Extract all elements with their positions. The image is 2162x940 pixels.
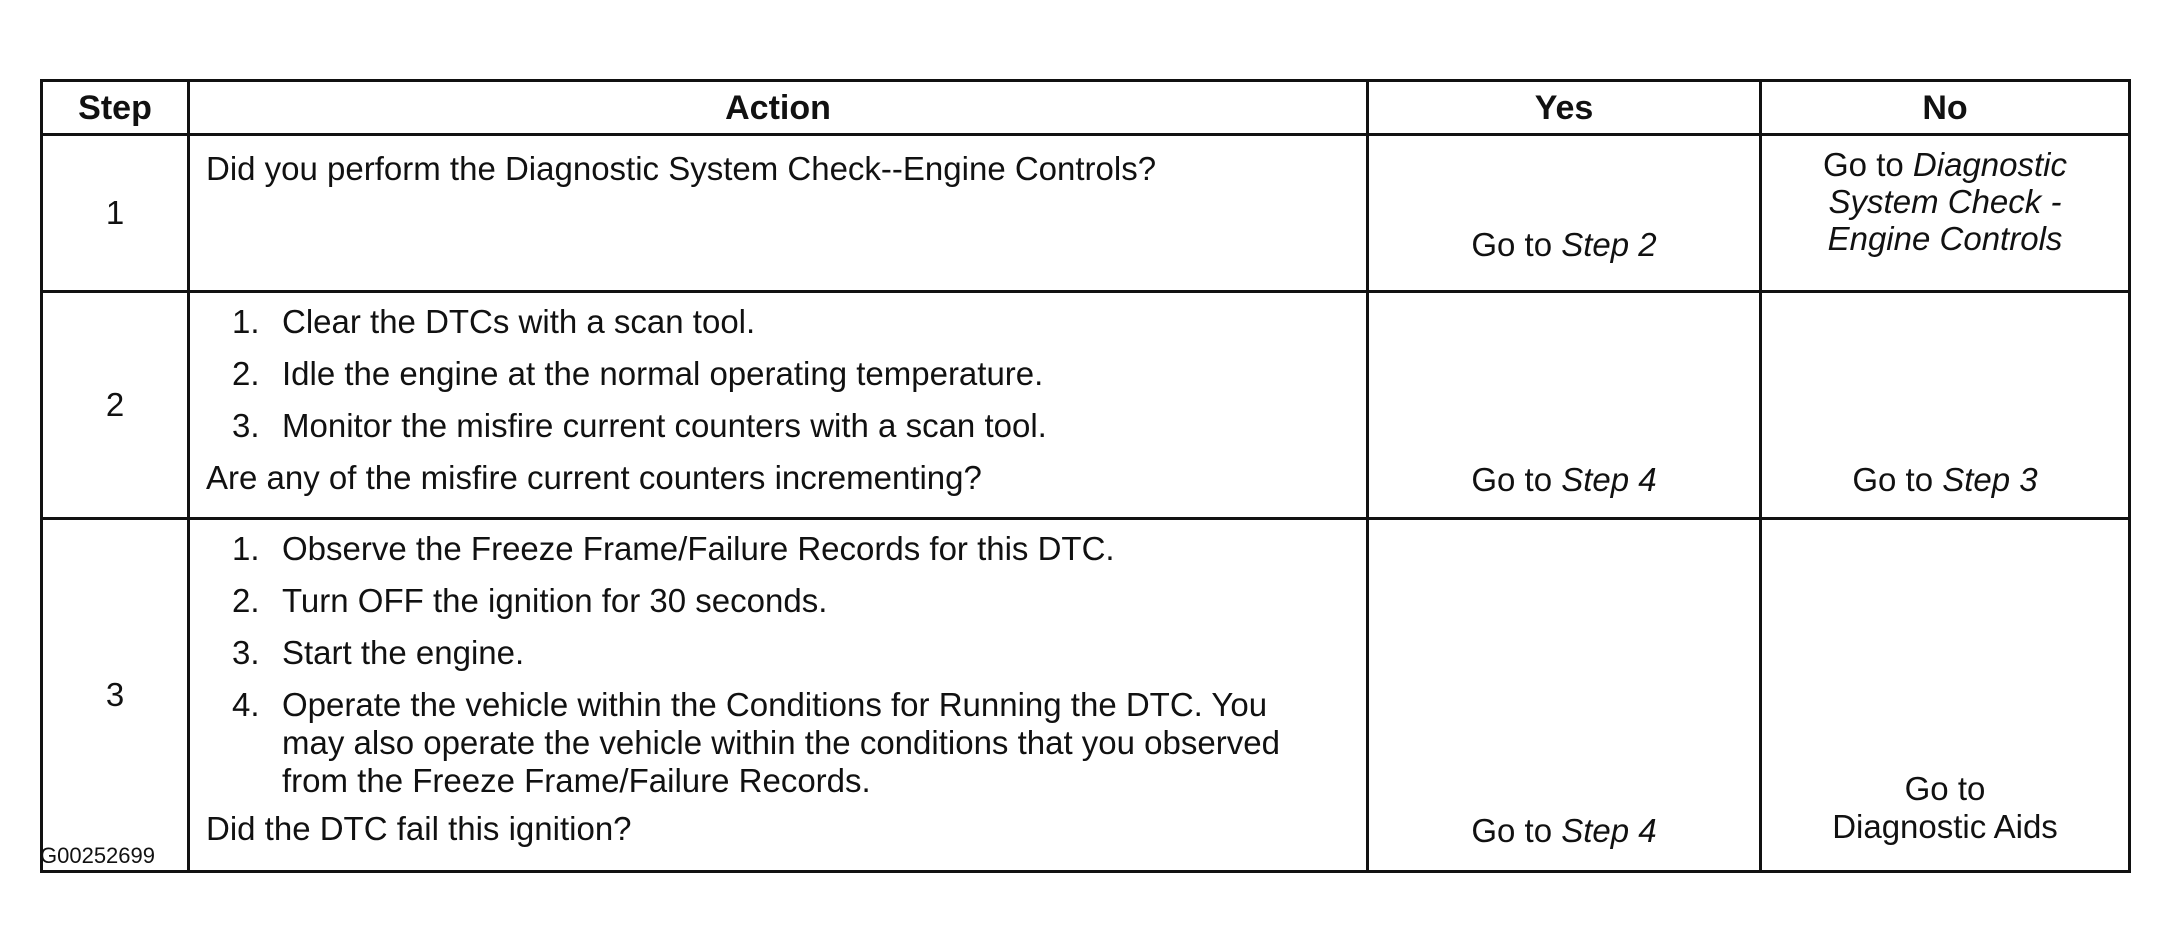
- item-text: Start the engine.: [282, 634, 525, 671]
- header-row: [42, 81, 2130, 135]
- step-number: 1: [42, 135, 189, 292]
- no-prefix: Go to: [1823, 146, 1913, 183]
- no-link-part-1: Diagnostic: [1912, 146, 2067, 183]
- list-item: [232, 634, 1350, 672]
- no-text-line-2[interactable]: [1762, 183, 2128, 220]
- header-step: Step: [42, 81, 189, 135]
- no-link-part-2: System Check -: [1828, 183, 2062, 220]
- table-row: [42, 519, 2130, 872]
- step-number: 2: [42, 292, 189, 519]
- yes-prefix: Go to: [1471, 226, 1562, 263]
- item-text: Operate the vehicle within the Conditions for Running the DTC. You may also operate the vehicle within the conditions that you observed from the Freeze Frame/Failure Records.: [282, 686, 1280, 799]
- item-number: 4.: [232, 686, 260, 723]
- table-row: [42, 135, 2130, 292]
- yes-cell: [1368, 292, 1761, 519]
- yes-prefix: Go to: [1471, 461, 1562, 498]
- step-number: 3: [42, 519, 189, 872]
- item-number: 2.: [232, 355, 260, 392]
- list-item: [232, 582, 1350, 620]
- item-text: Idle the engine at the normal operating temperature.: [282, 355, 1044, 392]
- header-yes: Yes: [1368, 81, 1761, 135]
- item-text: Clear the DTCs with a scan tool.: [282, 303, 756, 340]
- header-no: No: [1761, 81, 2130, 135]
- action-question: Did the DTC fail this ignition?: [206, 810, 632, 847]
- no-link-part-3: Engine Controls: [1827, 220, 2063, 257]
- item-number: 3.: [232, 634, 260, 671]
- no-link[interactable]: Step 3: [1942, 461, 2038, 498]
- list-item: [232, 303, 1350, 341]
- item-text: Observe the Freeze Frame/Failure Records for this DTC.: [282, 530, 1115, 567]
- action-question: Are any of the misfire current counters incrementing?: [206, 459, 982, 496]
- item-text: Monitor the misfire current counters with a scan tool.: [282, 407, 1047, 444]
- no-text-line-1[interactable]: Go to: [1904, 770, 1986, 807]
- header-action: Action: [189, 81, 1368, 135]
- diagnostic-table: [40, 79, 2131, 873]
- yes-link[interactable]: Step 2: [1561, 226, 1657, 263]
- action-steps-list: [206, 530, 1350, 800]
- action-cell: [189, 135, 1368, 292]
- list-item: [232, 407, 1350, 445]
- yes-link[interactable]: Step 4: [1561, 812, 1657, 849]
- no-text-line-1[interactable]: [1762, 146, 2128, 183]
- yes-prefix: Go to: [1471, 812, 1562, 849]
- list-item: [232, 686, 1350, 800]
- yes-cell: [1368, 519, 1761, 872]
- item-number: 1.: [232, 530, 260, 567]
- no-text-line-2[interactable]: Diagnostic Aids: [1832, 808, 2058, 845]
- yes-link[interactable]: Step 4: [1561, 461, 1657, 498]
- item-text: Turn OFF the ignition for 30 seconds.: [282, 582, 828, 619]
- no-cell: [1761, 519, 2130, 872]
- no-cell: [1761, 135, 2130, 292]
- no-text-line-3[interactable]: [1762, 220, 2128, 257]
- list-item: [232, 355, 1350, 393]
- figure-id: G00252699: [40, 843, 155, 868]
- action-cell: [189, 519, 1368, 872]
- table-row: [42, 292, 2130, 519]
- yes-cell: [1368, 135, 1761, 292]
- action-steps-list: [206, 303, 1350, 445]
- no-prefix: Go to: [1852, 461, 1943, 498]
- item-number: 1.: [232, 303, 260, 340]
- action-question: Did you perform the Diagnostic System Check--Engine Controls?: [206, 150, 1157, 187]
- no-cell: [1761, 292, 2130, 519]
- list-item: [232, 530, 1350, 568]
- item-number: 3.: [232, 407, 260, 444]
- action-cell: [189, 292, 1368, 519]
- item-number: 2.: [232, 582, 260, 619]
